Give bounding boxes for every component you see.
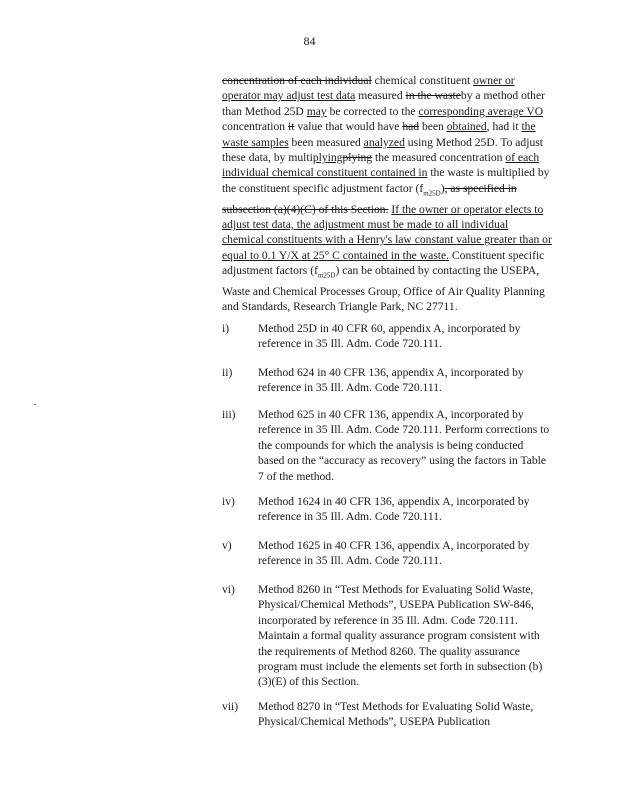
item-number: vii) xyxy=(222,700,239,713)
item-text: Method 8260 in “Test Methods for Evaluating Solid Waste, Physical/Chemical Methods”, USEPA Publication SW-846, incorporated by reference in 35 Ill. Adm. Code 720.111. Maintain a formal quality assurance program consistent with the requirements of Method 8260. The quality assurance program must include the elements set forth in subsection (b)(3)(E) of this Section. xyxy=(258,583,543,689)
intro-text: concentration of each individual chemical constituent owner or operator may adjust test data measured in the wasteby a method other than Method 25D may be corrected to the corresponding average VO concentration it value that would have had been obtained, had it the waste samples been measured analyzed using Method 25D. To adjust these data, by multiplyingplying the measured concentration of each individual chemical constituent contained in the waste is multiplied by the constituent specific adjustment factor $(f_{m25D})$, as specified in subsection (a)(4)(C) of this Section. If the owner or operator elects to adjust test data, the adjustment must be made to all individual chemical constituents with a Henry's law constant value greater than or equal to 0.1 Y/X at 25° C contained in the waste. Constituent specific adjustment factors $(f_{m25D})$ can be obtained by contacting the USEPA, Waste and Chemical Processes Group, Office of Air Quality Planning and Standards, Research Triangle Park, NC 27711. xyxy=(222,74,552,314)
item-text: Method 1624 in 40 CFR 136, appendix A, incorporated by reference in 35 Ill. Adm. Code 720.111. xyxy=(258,495,530,524)
item-number: i) xyxy=(222,322,230,335)
item-text: Method 25D in 40 CFR 60, appendix A, incorporated by reference in 35 Ill. Adm. Code 720.111. xyxy=(258,322,521,351)
item-number: ii) xyxy=(222,366,233,379)
item-text: Method 1625 in 40 CFR 136, appendix A, incorporated by reference in 35 Ill. Adm. Code 720.111. xyxy=(258,539,530,568)
page-number: 84 xyxy=(303,34,316,48)
item-number: iv) xyxy=(222,495,235,508)
item-text: Method 8270 in “Test Methods for Evaluating Solid Waste, Physical/Chemical Methods”, USEPA Publication xyxy=(258,700,534,729)
scan-speck xyxy=(34,404,36,405)
item-text: Method 624 in 40 CFR 136, appendix A, incorporated by reference in 35 Ill. Adm. Code 720.111. xyxy=(258,366,524,395)
item-number: iii) xyxy=(222,408,236,421)
item-number: v) xyxy=(222,539,232,552)
intro-paragraph xyxy=(222,73,552,315)
item-number: vi) xyxy=(222,583,235,596)
item-text: Method 625 in 40 CFR 136, appendix A, incorporated by reference in 35 Ill. Adm. Code 720.111. Perform corrections to the compounds for which the analysis is being conducted based on the “accuracy as recovery” using the factors in Table 7 of the method. xyxy=(258,408,550,483)
